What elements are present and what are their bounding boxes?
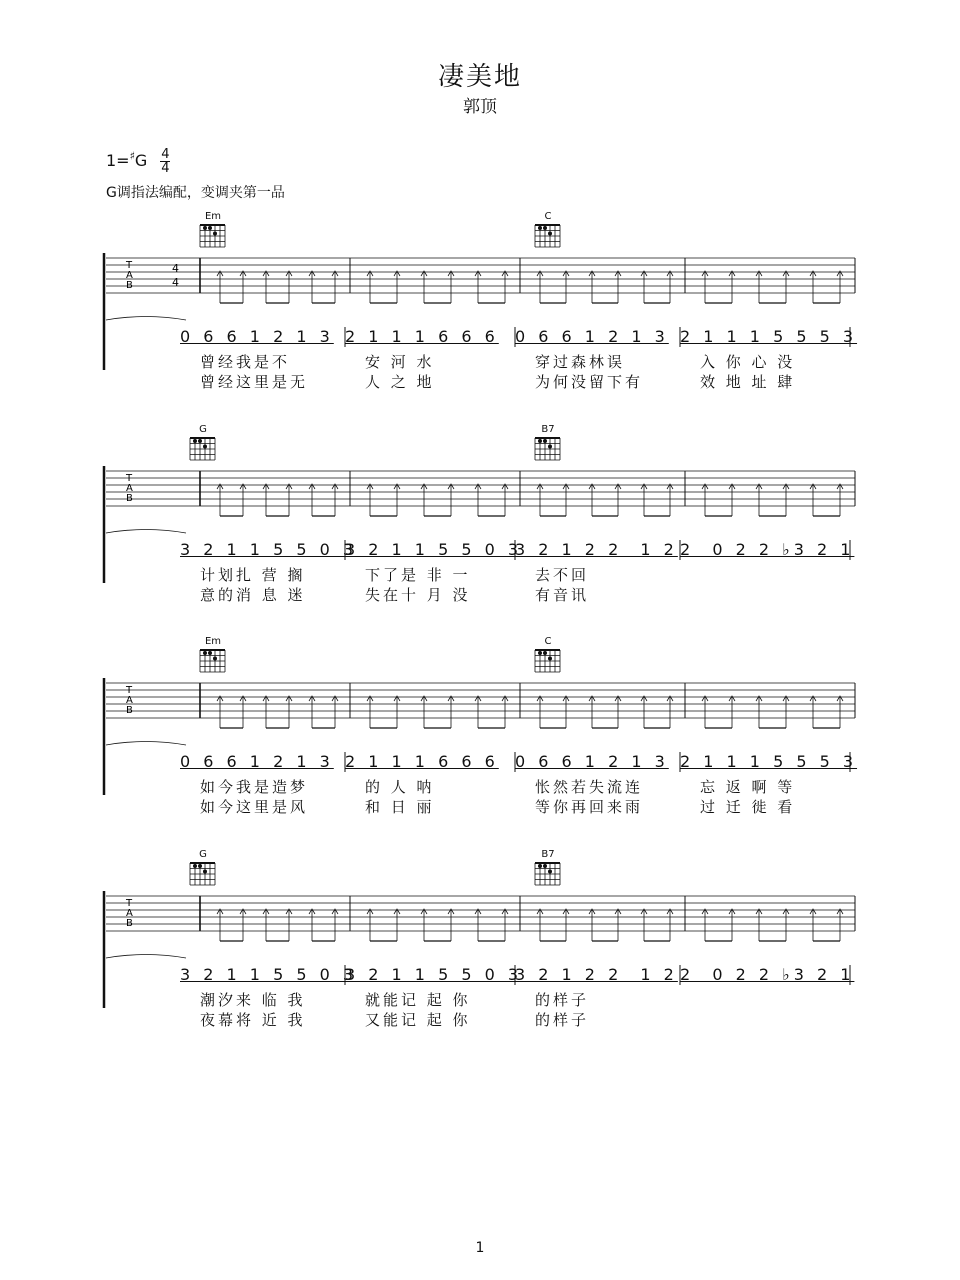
key-sharp: ♯ bbox=[129, 149, 135, 163]
time-bottom: 4 bbox=[161, 161, 170, 176]
numbered-measure: 3 2 1 1 5 5 0 3 bbox=[345, 540, 523, 559]
lyric-line: 意的消 息 迷 bbox=[200, 586, 306, 604]
tab-letter: T bbox=[126, 898, 133, 909]
score-system bbox=[0, 630, 960, 830]
page-number: 1 bbox=[475, 1240, 485, 1256]
numbered-measure: 3 2 1 1 5 5 0 3 bbox=[345, 965, 523, 984]
svg-text:4: 4 bbox=[172, 262, 179, 275]
svg-text:4: 4 bbox=[172, 276, 179, 289]
lyric-line: 效 地 址 肆 bbox=[700, 373, 796, 391]
numbered-measure: 2 1 1 1 6 6 6 bbox=[345, 752, 499, 771]
numbered-measure: 2 1 1 1 6 6 6 bbox=[345, 327, 499, 346]
tab-letter: A bbox=[126, 483, 133, 494]
time-signature bbox=[160, 148, 170, 175]
arrangement-note: G调指法编配，变调夹第一品 bbox=[106, 185, 285, 201]
chord-diagram bbox=[190, 438, 215, 460]
lyric-line: 过 迁 徙 看 bbox=[700, 798, 796, 816]
lyric-line: 夜幕将 近 我 bbox=[200, 1011, 306, 1029]
score-system bbox=[0, 418, 960, 618]
chord-diagram bbox=[535, 225, 560, 247]
lyric-line: 忘 返 啊 等 bbox=[700, 778, 796, 796]
chord-name: G bbox=[199, 849, 207, 860]
tab-letter: T bbox=[126, 685, 133, 696]
lyric-line: 的样子 bbox=[535, 991, 590, 1009]
chord-name: B7 bbox=[541, 424, 555, 435]
lyric-line: 怅然若失流连 bbox=[535, 778, 644, 796]
system-staff bbox=[0, 205, 960, 405]
tab-letter: A bbox=[126, 908, 133, 919]
chord-name: C bbox=[544, 636, 552, 647]
lyric-line: 如今这里是风 bbox=[200, 798, 309, 816]
lyric-line: 有音讯 bbox=[535, 586, 590, 604]
lyric-line: 如今我是造梦 bbox=[200, 778, 309, 796]
numbered-measure: 0 6 6 1 2 1 3 bbox=[515, 752, 669, 771]
lyric-line: 安 河 水 bbox=[365, 353, 435, 371]
key-prefix: 1= bbox=[106, 151, 130, 170]
numbered-measure: 3 2 1 1 5 5 0 3 bbox=[180, 965, 358, 984]
song-title: 凄美地 bbox=[437, 62, 522, 92]
chord-diagram bbox=[535, 863, 560, 885]
numbered-measure: 2 1 1 1 5 5 5 3 bbox=[680, 327, 858, 346]
score-system bbox=[0, 205, 960, 405]
numbered-measure: 2 0 2 2 ♭3 2 1 bbox=[680, 540, 855, 559]
lyric-line: 又能记 起 你 bbox=[365, 1011, 471, 1029]
score-system bbox=[0, 843, 960, 1043]
chord-name: B7 bbox=[541, 849, 555, 860]
lyric-line: 穿过森林误 bbox=[535, 353, 626, 371]
chord-name: Em bbox=[204, 636, 222, 647]
numbered-measure: 3 2 1 1 5 5 0 3 bbox=[180, 540, 358, 559]
chord-diagram bbox=[535, 650, 560, 672]
lyric-line: 的 人 呐 bbox=[365, 778, 435, 796]
chord-diagram bbox=[200, 225, 225, 247]
chord-name: Em bbox=[204, 211, 222, 222]
numbered-measure: 2 0 2 2 ♭3 2 1 bbox=[680, 965, 855, 984]
chord-name: G bbox=[199, 424, 207, 435]
lyric-line: 下了是 非 一 bbox=[365, 566, 471, 584]
tab-letter: B bbox=[126, 493, 133, 504]
tab-letter: T bbox=[126, 260, 133, 271]
system-staff bbox=[0, 418, 960, 618]
song-artist: 郭顶 bbox=[463, 97, 497, 117]
tab-letter: T bbox=[126, 473, 133, 484]
lyric-line: 人 之 地 bbox=[365, 373, 435, 391]
tab-letter: A bbox=[126, 695, 133, 706]
key-letter: G bbox=[134, 151, 148, 170]
numbered-measure: 3 2 1 2 2 1 2 bbox=[515, 540, 678, 559]
lyric-line: 计划扎 营 搁 bbox=[200, 566, 306, 584]
lyric-line: 为何没留下有 bbox=[535, 373, 644, 391]
lyric-line: 曾经我是不 bbox=[200, 353, 291, 371]
lyric-line: 去不回 bbox=[535, 566, 590, 584]
lyric-line: 曾经这里是无 bbox=[200, 373, 309, 391]
numbered-measure: 3 2 1 2 2 1 2 bbox=[515, 965, 678, 984]
lyric-line: 等你再回来雨 bbox=[535, 798, 644, 816]
lyric-line: 入 你 心 没 bbox=[700, 353, 796, 371]
system-staff bbox=[0, 630, 960, 830]
tab-letter: B bbox=[126, 918, 133, 929]
lyric-line: 潮汐来 临 我 bbox=[200, 991, 306, 1009]
chord-diagram bbox=[200, 650, 225, 672]
numbered-measure: 2 1 1 1 5 5 5 3 bbox=[680, 752, 858, 771]
system-staff bbox=[0, 843, 960, 1043]
numbered-measure: 0 6 6 1 2 1 3 bbox=[515, 327, 669, 346]
time-top: 4 bbox=[161, 147, 170, 162]
lyric-line: 和 日 丽 bbox=[365, 798, 435, 816]
lyric-line: 失在十 月 没 bbox=[365, 586, 471, 604]
tab-letter: A bbox=[126, 270, 133, 281]
chord-name: C bbox=[544, 211, 552, 222]
chord-diagram bbox=[190, 863, 215, 885]
tab-letter: B bbox=[126, 280, 133, 291]
chord-diagram bbox=[535, 438, 560, 460]
numbered-measure: 0 6 6 1 2 1 3 bbox=[180, 327, 334, 346]
numbered-measure: 0 6 6 1 2 1 3 bbox=[180, 752, 334, 771]
key-signature bbox=[106, 148, 170, 175]
lyric-line: 的样子 bbox=[535, 1011, 590, 1029]
tab-letter: B bbox=[126, 705, 133, 716]
lyric-line: 就能记 起 你 bbox=[365, 991, 471, 1009]
